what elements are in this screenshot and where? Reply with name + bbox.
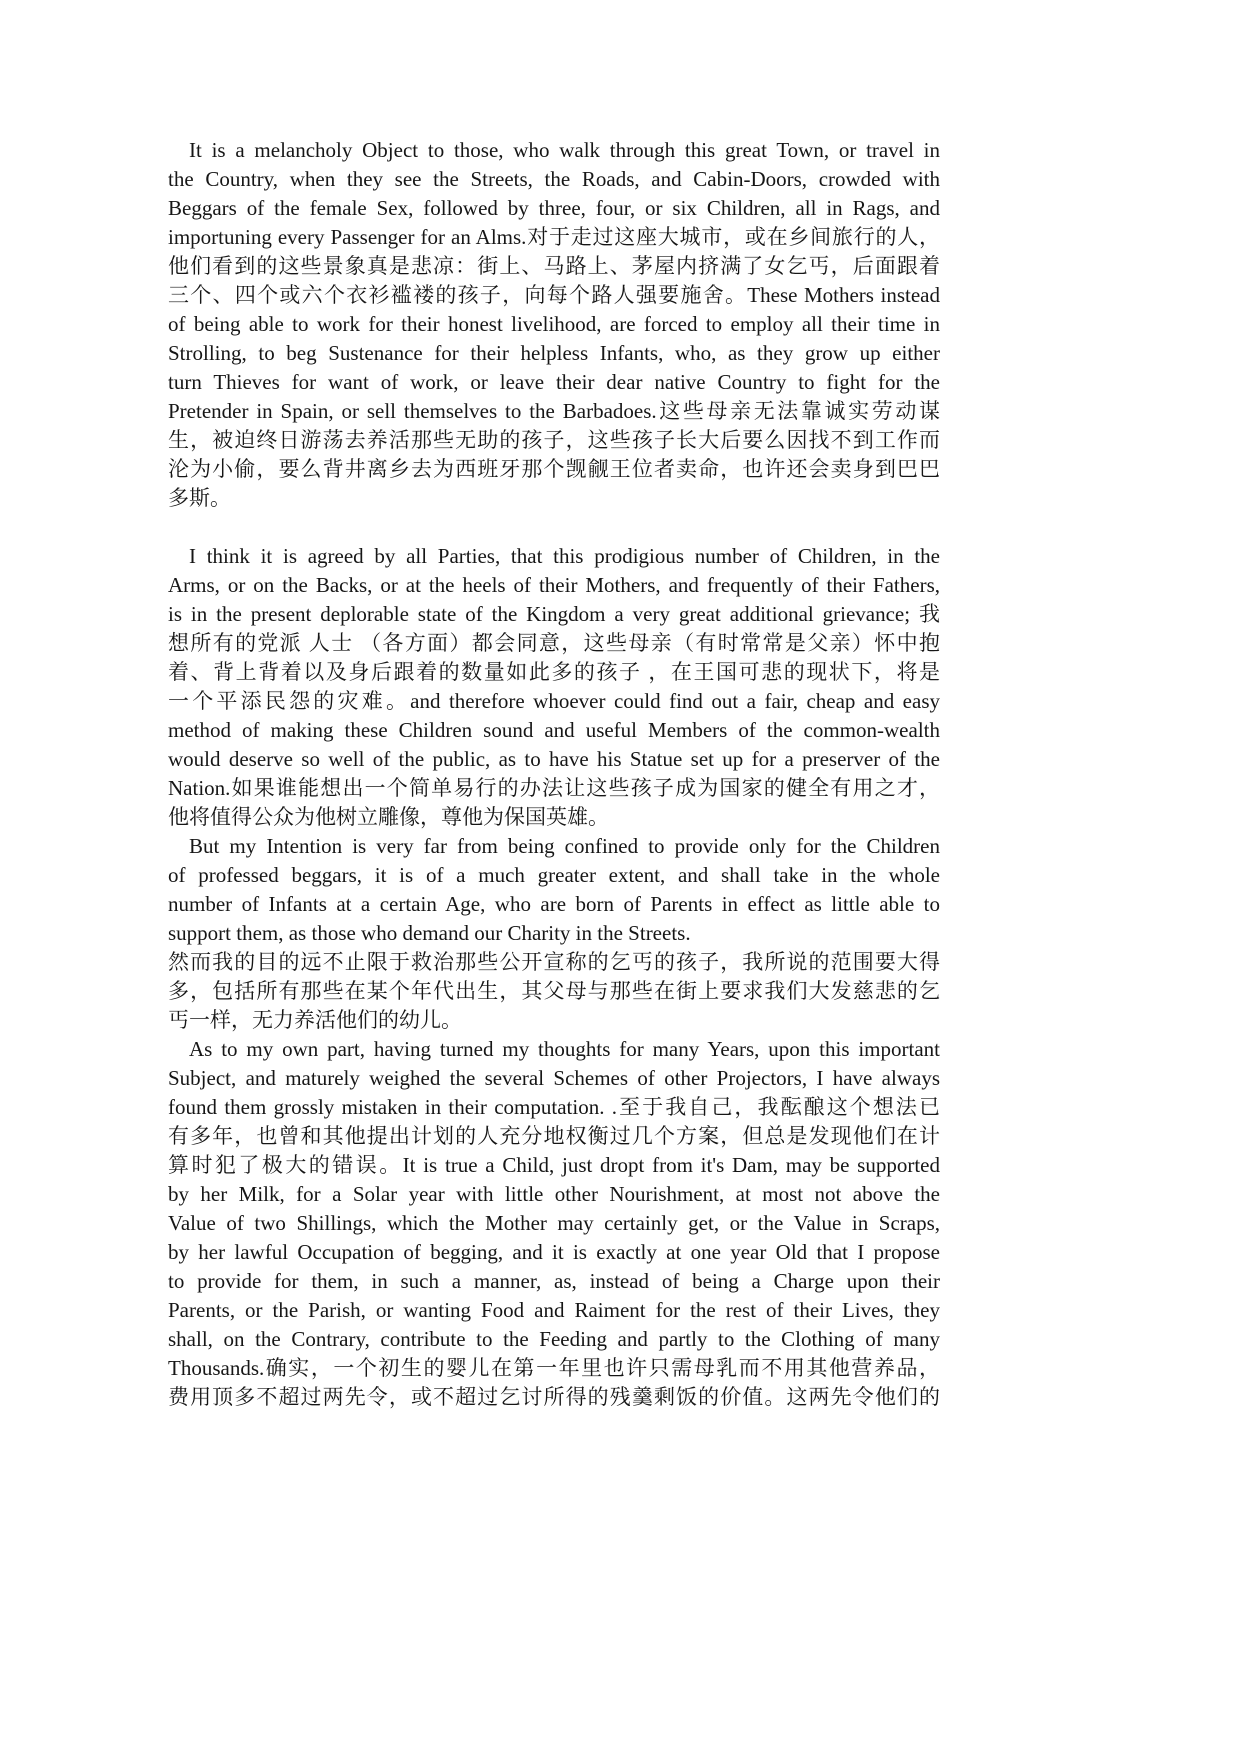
text-line: 一个平添民怨的灾难。and therefore whoever could find out a fair, cheap and easy bbox=[168, 689, 940, 713]
text-line: As to my own part, having turned my thoughts for many Years, upon this important bbox=[189, 1037, 940, 1061]
text-line: by her Milk, for a Solar year with little other Nourishment, at most not above the bbox=[168, 1182, 940, 1206]
text-line: the Country, when they see the Streets, the Roads, and Cabin-Doors, crowded with bbox=[168, 167, 940, 191]
text-line: Value of two Shillings, which the Mother may certainly get, or the Value in Scraps, bbox=[168, 1211, 940, 1235]
text-line: 多，包括所有那些在某个年代出生，其父母与那些在街上要求我们大发慈悲的乞 bbox=[168, 979, 940, 1003]
text-line: Arms, or on the Backs, or at the heels of their Mothers, and frequently of their Fathers, bbox=[168, 573, 940, 597]
text-line: 算时犯了极大的错误。It is true a Child, just dropt from it's Dam, may be supported bbox=[168, 1153, 940, 1177]
text-line: to provide for them, in such a manner, as, instead of being a Charge upon their bbox=[168, 1269, 940, 1293]
text-line: 着、背上背着以及身后跟着的数量如此多的孩子 ，在王国可悲的现状下，将是 bbox=[168, 660, 940, 684]
text-line: by her lawful Occupation of begging, and it is exactly at one year Old that I propose bbox=[168, 1240, 940, 1264]
text-line: But my Intention is very far from being confined to provide only for the Children bbox=[189, 834, 940, 858]
text-line: method of making these Children sound and useful Members of the common-wealth bbox=[168, 718, 940, 742]
text-line: shall, on the Contrary, contribute to the Feeding and partly to the Clothing of many bbox=[168, 1327, 940, 1351]
text-line: 然而我的目的远不止限于救治那些公开宣称的乞丐的孩子，我所说的范围要大得 bbox=[168, 950, 940, 974]
text-line: Thousands.确实，一个初生的婴儿在第一年里也许只需母乳而不用其他营养品， bbox=[168, 1356, 940, 1380]
text-line: Pretender in Spain, or sell themselves to the Barbadoes.这些母亲无法靠诚实劳动谋 bbox=[168, 399, 940, 423]
paragraph-1 bbox=[168, 136, 940, 513]
text-line: 他们看到的这些景象真是悲凉：街上、马路上、茅屋内挤满了女乞丐，后面跟着 bbox=[168, 254, 940, 278]
text-line: Subject, and maturely weighed the several Schemes of other Projectors, I have always bbox=[168, 1066, 940, 1090]
text-line: It is a melancholy Object to those, who walk through this great Town, or travel in bbox=[189, 138, 940, 162]
text-line: support them, as those who demand our Charity in the Streets. bbox=[168, 921, 691, 945]
text-line: Nation.如果谁能想出一个简单易行的办法让这些孩子成为国家的健全有用之才， bbox=[168, 776, 940, 800]
document-body bbox=[168, 136, 940, 1412]
text-line: I think it is agreed by all Parties, that this prodigious number of Children, in the bbox=[189, 544, 940, 568]
paragraph-gap bbox=[168, 513, 940, 542]
text-line: 多斯。 bbox=[168, 486, 231, 510]
text-line: found them grossly mistaken in their computation. .至于我自己，我酝酿这个想法已 bbox=[168, 1095, 940, 1119]
text-line: Parents, or the Parish, or wanting Food and Raiment for the rest of their Lives, they bbox=[168, 1298, 940, 1322]
paragraph-3 bbox=[168, 832, 940, 948]
text-line: Strolling, to beg Sustenance for their helpless Infants, who, as they grow up either bbox=[168, 341, 940, 365]
text-line: number of Infants at a certain Age, who are born of Parents in effect as little able to bbox=[168, 892, 940, 916]
text-line: 生，被迫终日游荡去养活那些无助的孩子，这些孩子长大后要么因找不到工作而 bbox=[168, 428, 940, 452]
paragraph-4 bbox=[168, 1035, 940, 1412]
text-line: 他将值得公众为他树立雕像，尊他为保国英雄。 bbox=[168, 805, 609, 829]
text-line: 沦为小偷，要么背井离乡去为西班牙那个觊觎王位者卖命，也许还会卖身到巴巴 bbox=[168, 457, 940, 481]
text-line: is in the present deplorable state of the Kingdom a very great additional grievance; 我 bbox=[168, 602, 940, 626]
text-line: 想所有的党派 人士 （各方面）都会同意，这些母亲（有时常常是父亲）怀中抱 bbox=[168, 631, 940, 655]
paragraph-2 bbox=[168, 542, 940, 832]
text-line: 有多年，也曾和其他提出计划的人充分地权衡过几个方案，但总是发现他们在计 bbox=[168, 1124, 940, 1148]
text-line: turn Thieves for want of work, or leave their dear native Country to fight for the bbox=[168, 370, 940, 394]
text-line: of professed beggars, it is of a much greater extent, and shall take in the whole bbox=[168, 863, 940, 887]
paragraph-3-translation bbox=[168, 948, 940, 1035]
text-line: 费用顶多不超过两先令，或不超过乞讨所得的残羹剩饭的价值。这两先令他们的 bbox=[168, 1385, 940, 1409]
text-line: of being able to work for their honest livelihood, are forced to employ all their time in bbox=[168, 312, 940, 336]
text-line: 三个、四个或六个衣衫褴褛的孩子，向每个路人强要施舍。These Mothers instead bbox=[168, 283, 940, 307]
text-line: importuning every Passenger for an Alms.对于走过这座大城市，或在乡间旅行的人， bbox=[168, 225, 940, 249]
text-line: would deserve so well of the public, as to have his Statue set up for a preserver of the bbox=[168, 747, 940, 771]
text-line: Beggars of the female Sex, followed by three, four, or six Children, all in Rags, and bbox=[168, 196, 940, 220]
text-line: 丐一样，无力养活他们的幼儿。 bbox=[168, 1008, 462, 1032]
